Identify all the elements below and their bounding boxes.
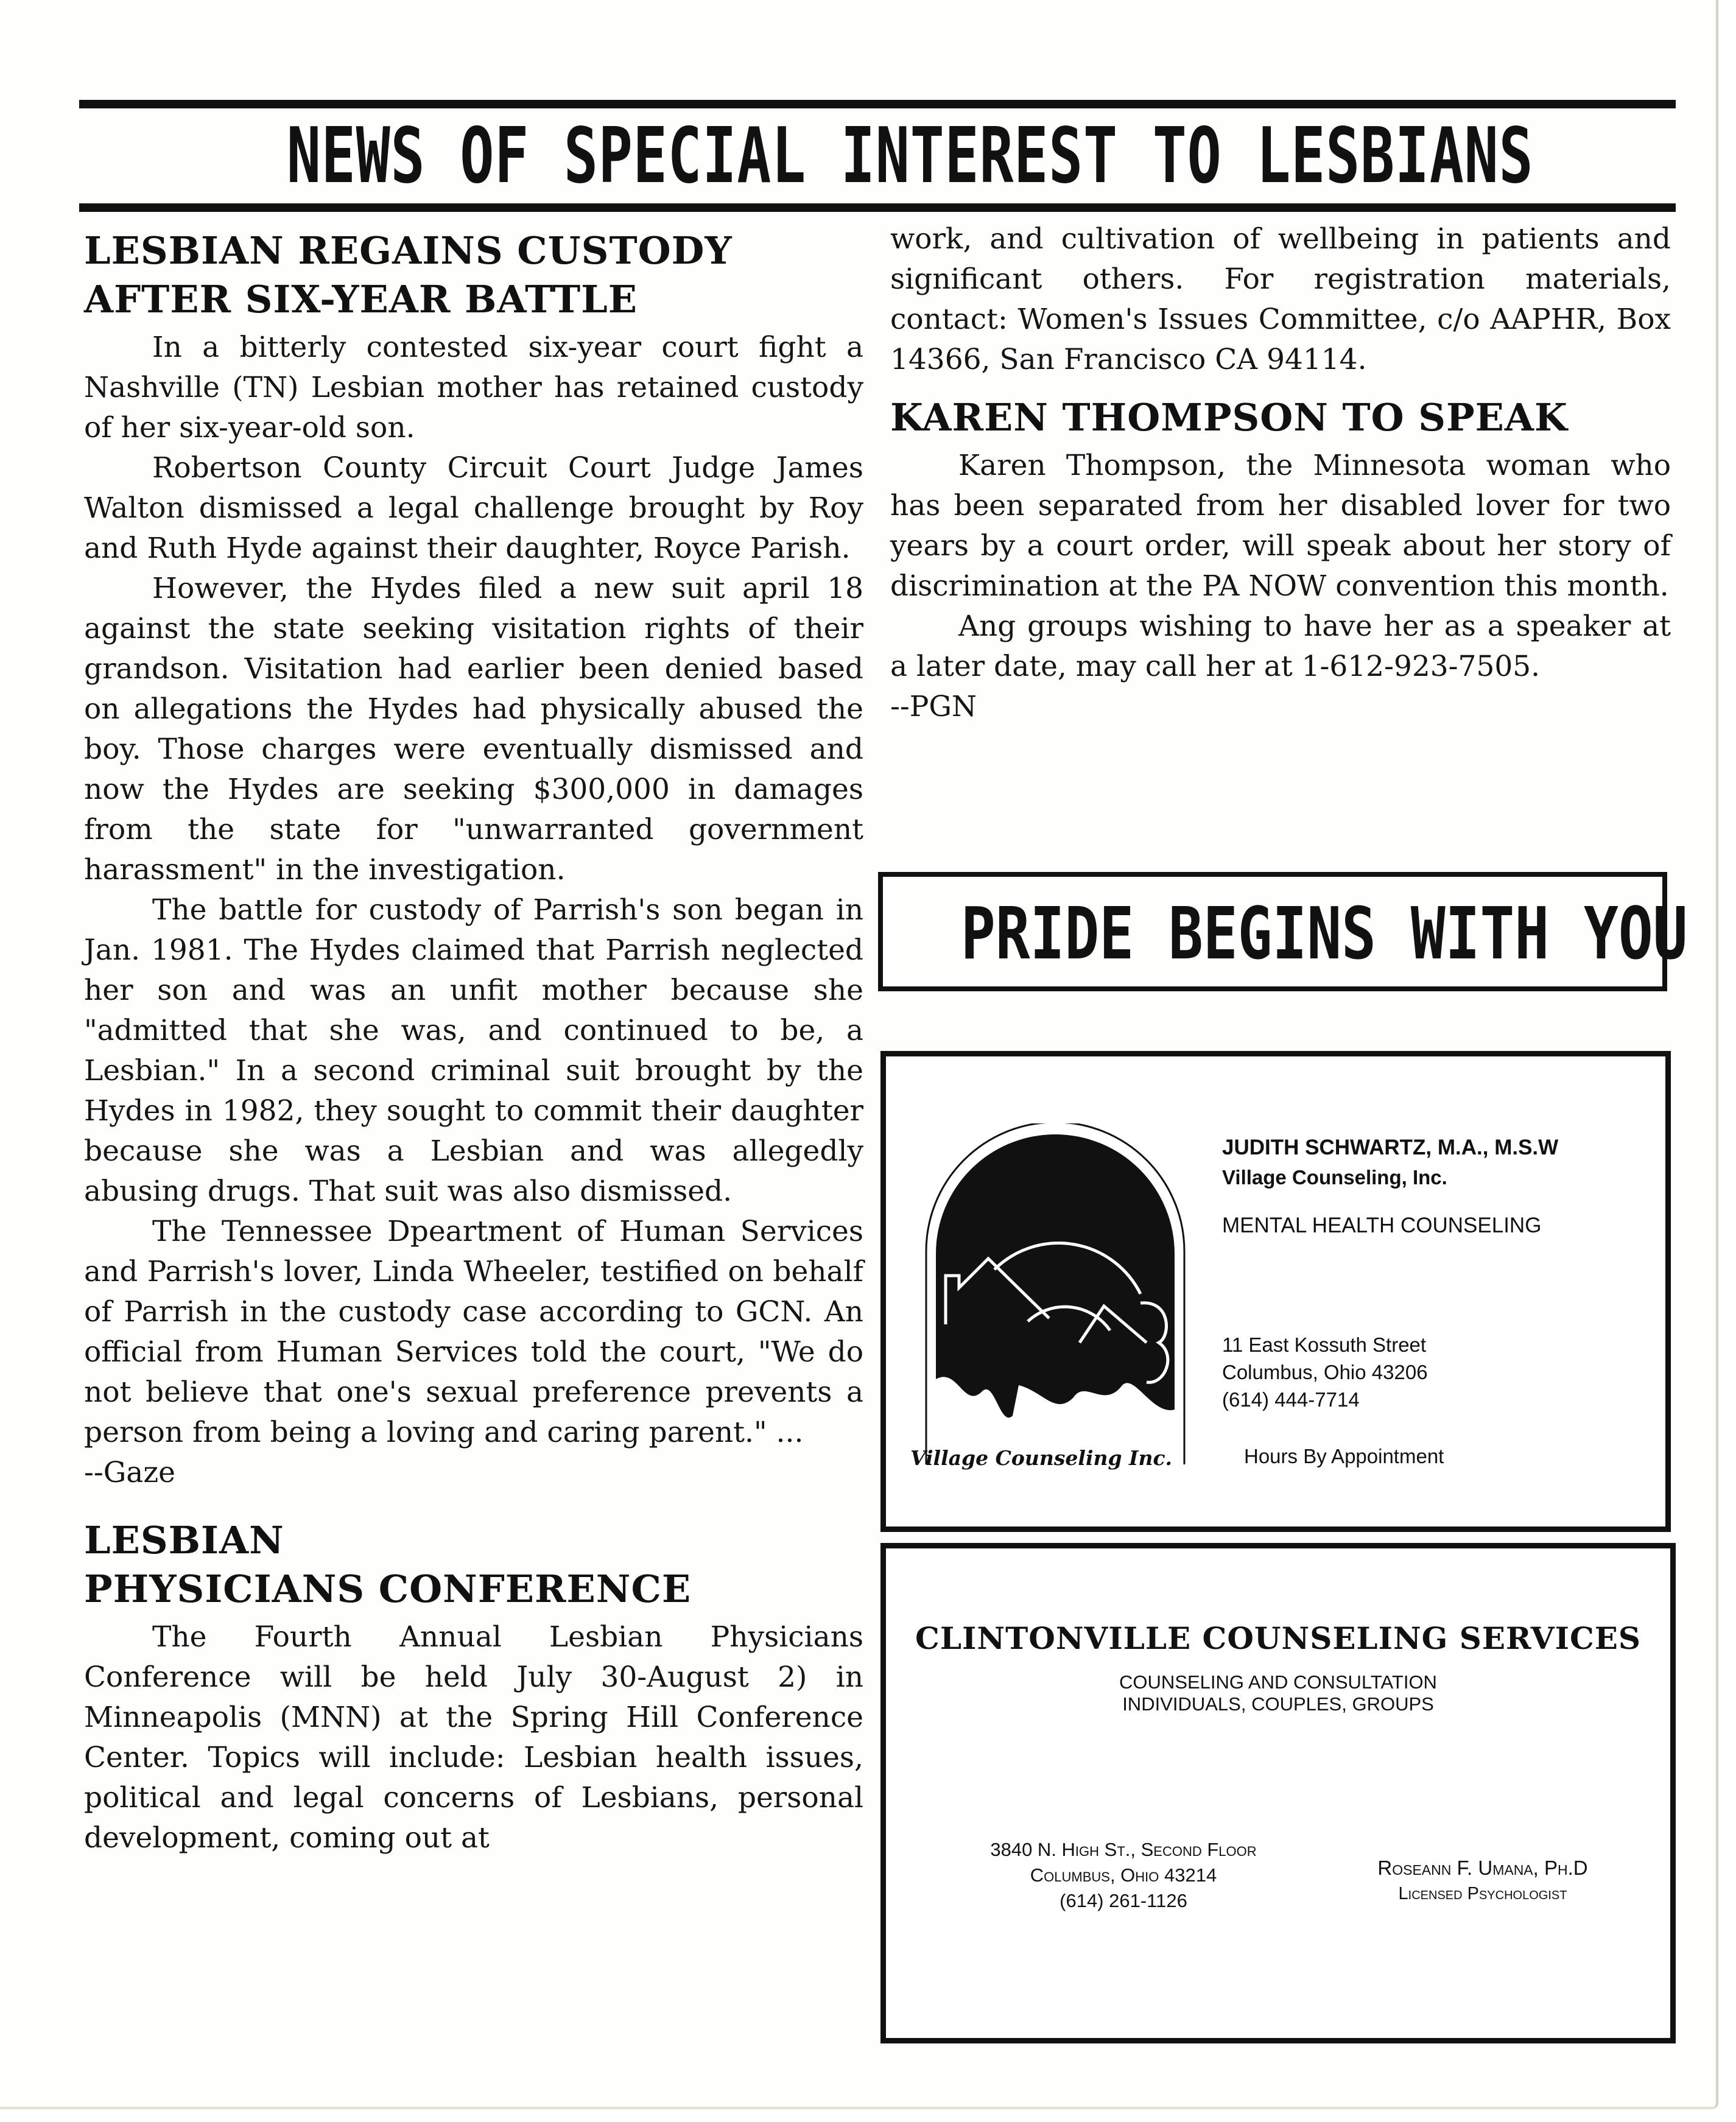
address-line: Columbus, Ohio 43206: [1222, 1361, 1428, 1383]
article-karen-thompson: [890, 393, 1671, 727]
clinic-address-block: [922, 1837, 1324, 1914]
article-paragraph: The battle for custody of Parrish's son began in Jan. 1981. The Hydes claimed that Parrish neglected her son and was an unfit mother because she "admitted that she was, and continued to be, a Lesbian." In a second criminal suit brought by the Hydes in 1982, they sought to commit their daughter because she was a Lesbian and was allegedly abusing drugs. That suit was also dismissed.: [84, 893, 863, 1208]
masthead-bottom-rule: [79, 203, 1676, 212]
village-counseling-ad: [880, 1051, 1671, 1532]
article-paragraph: The Tennessee Dpeartment of Human Services and Parrish's lover, Linda Wheeler, testified on behalf of Parrish in the custody case according to GCN. An official from Human Services told the court, "We do not believe that one's sexual preference prevents a person from being a loving and caring parent." ...: [84, 1215, 863, 1449]
headline-line: LESBIAN REGAINS CUSTODY: [84, 228, 733, 273]
article-paragraph: Ang groups wishing to have her as a speaker at a later date, may call her at 1-612-923-7505.: [890, 610, 1671, 683]
article-byline: --Gaze: [84, 1456, 175, 1489]
article-physicians-conference: [84, 1516, 863, 1858]
logo-caption: Village Counseling Inc.: [910, 1446, 1173, 1470]
psychologist-name: Roseann F. Umana, Ph.D: [1377, 1857, 1588, 1879]
right-column: [890, 219, 1671, 727]
article-custody: [84, 227, 863, 1493]
hours-label: Hours By Appointment: [1244, 1445, 1444, 1467]
house-arch-logo-icon: [921, 1123, 1189, 1464]
phone-number: (614) 261-1126: [1060, 1890, 1187, 1911]
article-paragraph: In a bitterly contested six-year court fight a Nashville (TN) Lesbian mother has retained custody of her six-year-old son.: [84, 331, 863, 444]
headline-line: PHYSICIANS CONFERENCE: [84, 1567, 692, 1611]
psychologist-credential: Licensed Psychologist: [1398, 1884, 1567, 1903]
left-column: [84, 227, 863, 1858]
phone-number: (614) 444-7714: [1222, 1388, 1360, 1411]
article-paragraph: However, the Hydes filed a new suit april 18 against the state seeking visitation rights of their grandson. Visitation had earlier been denied based on allegations the Hydes had physically abused the boy. Those charges were eventually dismissed and now the Hydes are seeking $300,000 in damages from the state for "unwarranted government harassment" in the investigation.: [84, 572, 863, 887]
clintonville-counseling-ad: [880, 1543, 1676, 2043]
clinic-title: CLINTONVILLE COUNSELING SERVICES: [915, 1620, 1641, 1656]
organization-name: Village Counseling, Inc.: [1222, 1166, 1447, 1189]
psychologist-block: [1312, 1855, 1653, 1906]
address-line: 3840 N. High St., Second Floor: [990, 1839, 1257, 1860]
address-line: Columbus, Ohio 43214: [1030, 1864, 1217, 1886]
article-byline: --PGN: [890, 690, 977, 723]
clinic-subtitle: INDIVIDUALS, COUPLES, GROUPS: [1122, 1693, 1434, 1715]
article-continuation: work, and cultivation of wellbeing in patients and significant others. For registration materials, contact: Women's Issues Committee, c/o AAPHR, Box 14366, San Francisco CA 94114.: [890, 222, 1671, 376]
masthead-top-rule: [79, 100, 1676, 108]
counselor-name: JUDITH SCHWARTZ, M.A., M.S.W: [1222, 1136, 1559, 1159]
article-paragraph: Robertson County Circuit Court Judge James Walton dismissed a legal challenge brought by Roy and Ruth Hyde against their daughter, Royce Parish.: [84, 451, 863, 565]
headline-line: AFTER SIX-YEAR BATTLE: [84, 277, 638, 321]
masthead-title: NEWS OF SPECIAL INTEREST TO LESBIANS: [286, 111, 1534, 200]
headline-line: LESBIAN: [84, 1518, 284, 1562]
address-line: 11 East Kossuth Street: [1222, 1333, 1427, 1356]
article-headline: KAREN THOMPSON TO SPEAK: [890, 395, 1568, 440]
service-label: MENTAL HEALTH COUNSELING: [1222, 1214, 1542, 1237]
clinic-subtitle: COUNSELING AND CONSULTATION: [1119, 1671, 1437, 1693]
pride-banner: [878, 872, 1688, 991]
pride-banner-text: PRIDE BEGINS WITH YOU: [961, 891, 1688, 975]
article-paragraph: Karen Thompson, the Minnesota woman who has been separated from her disabled lover for two years by a court order, will speak about her story of discrimination at the PA NOW convention this month.: [890, 449, 1671, 603]
article-paragraph: The Fourth Annual Lesbian Physicians Conference will be held July 30-August 2) in Minneapolis (MNN) at the Spring Hill Conference Center. Topics will include: Lesbian health issues, political and legal concerns of Lesbians, personal development, coming out at: [84, 1620, 863, 1855]
article-headline: [84, 1516, 863, 1614]
article-headline: [84, 227, 863, 324]
